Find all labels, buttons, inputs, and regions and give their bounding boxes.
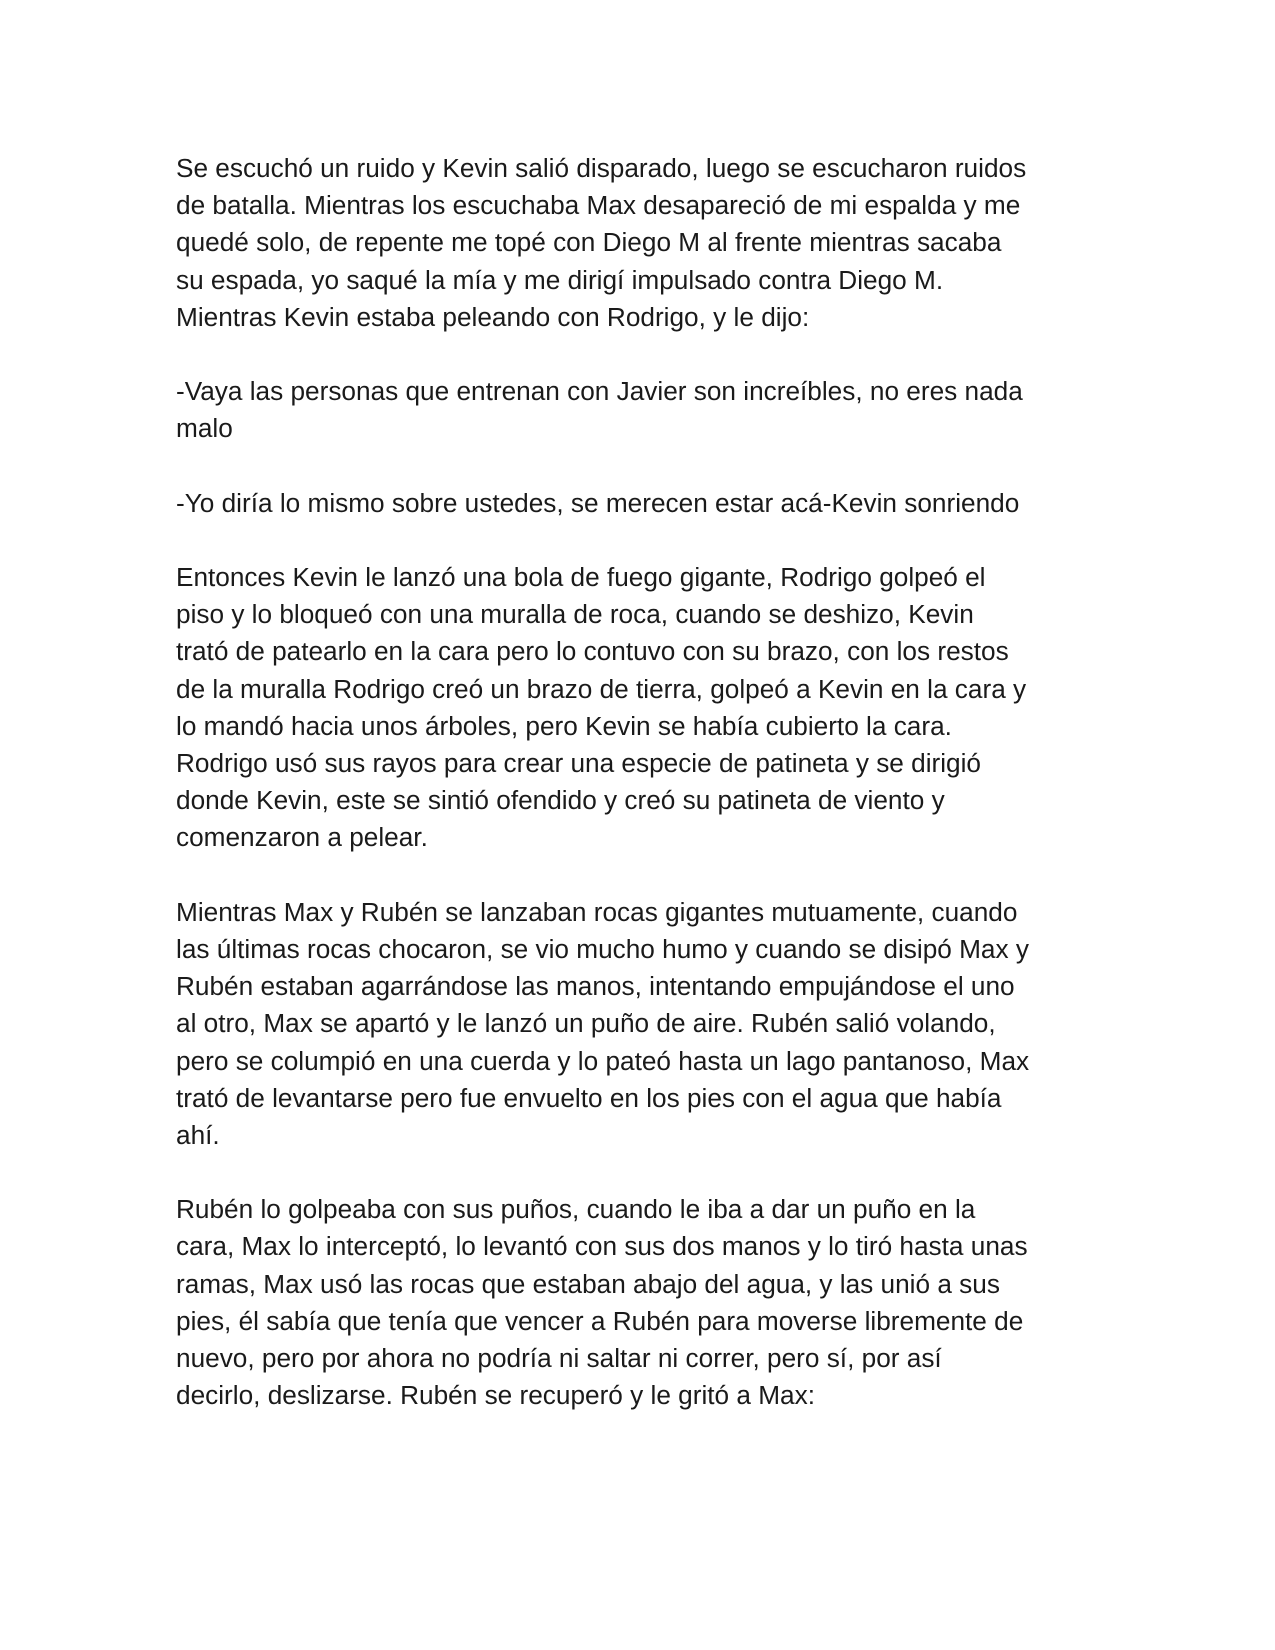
document-body [176,150,1096,1452]
paragraph-3 [176,485,1096,522]
text-line: donde Kevin, este se sintió ofendido y creó su patineta de viento y [176,785,945,816]
text-line: trató de patearlo en la cara pero lo contuvo con su brazo, con los restos [176,636,1009,667]
paragraph-6 [176,1191,1096,1414]
text-line: pero se columpió en una cuerda y lo pateó hasta un lago pantanoso, Max [176,1045,1030,1076]
text-line: de batalla. Mientras los escuchaba Max desapareció de mi espalda y me [176,190,1021,221]
text-line: su espada, yo saqué la mía y me dirigí impulsado contra Diego M. [176,264,944,295]
text-line: Rubén lo golpeaba con sus puños, cuando le iba a dar un puño en la [176,1194,976,1225]
text-line: pies, él sabía que tenía que vencer a Rubén para moverse libremente de [176,1305,1024,1336]
text-line: -Vaya las personas que entrenan con Javier son increíbles, no eres nada [176,376,1023,407]
text-line: trató de levantarse pero fue envuelto en los pies con el agua que había [176,1082,1002,1113]
text-line: quedé solo, de repente me topé con Diego M al frente mientras sacaba [176,227,1002,258]
text-line: malo [176,413,233,444]
paragraph-4 [176,559,1096,857]
text-line: Se escuchó un ruido y Kevin salió disparado, luego se escucharon ruidos [176,153,1027,183]
text-line: las últimas rocas chocaron, se vio mucho humo y cuando se disipó Max y [176,933,1029,964]
text-line: decirlo, deslizarse. Rubén se recuperó y le gritó a Max: [176,1380,815,1411]
text-line: lo mandó hacia unos árboles, pero Kevin se había cubierto la cara. [176,710,952,741]
text-line: Mientras Kevin estaba peleando con Rodrigo, y le dijo: [176,301,810,332]
text-line: Mientras Max y Rubén se lanzaban rocas gigantes mutuamente, cuando [176,896,1018,927]
text-line: al otro, Max se apartó y le lanzó un puño de aire. Rubén salió volando, [176,1008,996,1039]
text-line: Entonces Kevin le lanzó una bola de fuego gigante, Rodrigo golpeó el [176,562,986,593]
text-line: cara, Max lo interceptó, lo levantó con sus dos manos y lo tiró hasta unas [176,1231,1028,1262]
text-line: ahí. [176,1119,220,1150]
text-line: Rubén estaban agarrándose las manos, intentando empujándose el uno [176,971,1015,1002]
text-line: -Yo diría lo mismo sobre ustedes, se merecen estar acá-Kevin sonriendo [176,487,1020,518]
text-line: de la muralla Rodrigo creó un brazo de tierra, golpeó a Kevin en la cara y [176,673,1027,704]
text-line: Rodrigo usó sus rayos para crear una especie de patineta y se dirigió [176,748,981,778]
text-line: ramas, Max usó las rocas que estaban abajo del agua, y las unió a sus [176,1268,1000,1299]
paragraph-2 [176,373,1096,447]
text-line: nuevo, pero por ahora no podría ni saltar ni correr, pero sí, por así [176,1343,942,1373]
text-line: comenzaron a pelear. [176,822,428,853]
text-line: piso y lo bloqueó con una muralla de roca, cuando se deshizo, Kevin [176,599,974,630]
paragraph-1 [176,150,1096,336]
paragraph-5 [176,894,1096,1154]
